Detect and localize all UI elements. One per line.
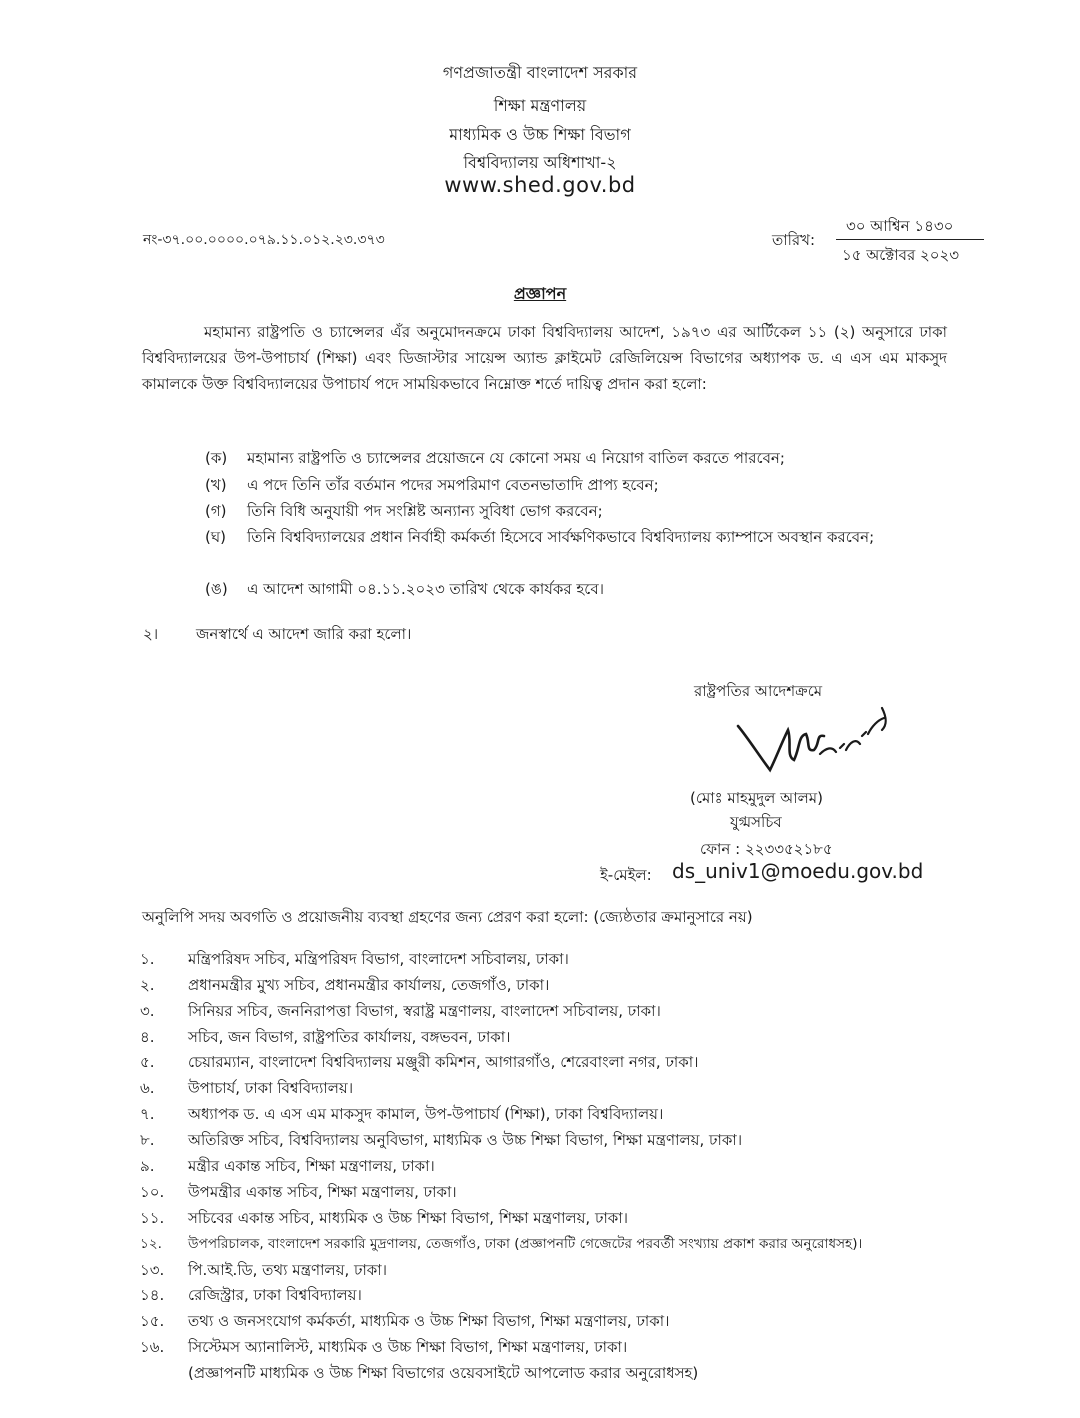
list-item-text: প্রধানমন্ত্রীর মুখ্য সচিব, প্রধানমন্ত্রীর কার্যালয়, তেজগাঁও, ঢাকা।: [188, 976, 550, 994]
signatory-email[interactable]: ds_univ1@moedu.gov.bd: [672, 859, 924, 883]
list-item: [140, 1284, 362, 1309]
list-item-text: উপপরিচালক, বাংলাদেশ সরকারি মুদ্রণালয়, তেজগাঁও, ঢাকা (প্রজ্ঞাপনটি গেজেটের পরবর্তী সংখ্যায় প্রকাশ করার অনুরোধসহ)।: [188, 1236, 863, 1252]
by-order-text: রাষ্ট্রপতির আদেশক্রমে: [694, 682, 823, 700]
condition-marker: (গ): [205, 502, 227, 520]
condition-text: এ পদে তিনি তাঁর বর্তমান পদের সমপরিমাণ বেতনভাতাদি প্রাপ্য হবেন;: [247, 476, 659, 494]
reference-number: নং-৩৭.০০.০০০০.০৭৯.১১.০১২.২৩.৩৭৩: [143, 232, 385, 248]
list-item-text: সিস্টেমস অ্যানালিস্ট, মাধ্যমিক ও উচ্চ শিক্ষা বিভাগ, শিক্ষা মন্ত্রণালয়, ঢাকা।: [188, 1338, 628, 1356]
list-item-text: মন্ত্রীর একান্ত সচিব, শিক্ষা মন্ত্রণালয়, ঢাকা।: [188, 1157, 435, 1175]
condition-marker: (ঙ): [205, 580, 228, 598]
body-paragraph: মহামান্য রাষ্ট্রপতি ও চ্যান্সেলর এঁর অনুমোদনক্রমে ঢাকা বিশ্ববিদ্যালয় আদেশ, ১৯৭৩ এর আর্টিকেল ১১ (২) অনুসারে ঢাকা বিশ্ববিদ্যালয়ের উপ-উপাচার্য (শিক্ষা) এবং ডিজাস্টার সায়েন্স অ্যান্ড ক্লাইমেট রেজিলিয়েন্স বিভাগের অধ্যাপক ড. এ এস এম মাকসুদ কামালকে উক্ত বিশ্ববিদ্যালয়ের উপাচার্য পদে সাময়িকভাবে নিম্নোক্ত শর্তে দায়িত্ব প্রদান করা হলো:: [142, 323, 947, 393]
condition-item: [205, 473, 945, 498]
list-item-number: ৯.: [140, 1157, 155, 1175]
para2-text: জনস্বার্থে এ আদেশ জারি করা হলো।: [196, 625, 412, 643]
list-item-number: ১০.: [140, 1183, 165, 1201]
list-item: [140, 974, 549, 999]
para2-marker: ২।: [143, 625, 159, 643]
list-item-text: অতিরিক্ত সচিব, বিশ্ববিদ্যালয় অনুবিভাগ, মাধ্যমিক ও উচ্চ শিক্ষা বিভাগ, শিক্ষা মন্ত্রণালয়, ঢাকা।: [188, 1131, 743, 1149]
list-item-number: ৭.: [140, 1105, 155, 1123]
list-item: [140, 1026, 511, 1051]
list-item-number: ৩.: [140, 1002, 155, 1020]
list-item: [140, 1155, 435, 1180]
header-ministry: শিক্ষা মন্ত্রণালয়: [493, 96, 587, 115]
date-label: তারিখ:: [772, 231, 816, 249]
list-item: [140, 948, 569, 973]
list-item-text: পি.আই.ডি, তথ্য মন্ত্রণালয়, ঢাকা।: [188, 1261, 388, 1279]
email-label: ই-মেইল:: [600, 866, 652, 884]
condition-text: তিনি বিশ্ববিদ্যালয়ের প্রধান নির্বাহী কর্মকর্তা হিসেবে সার্বক্ষণিকভাবে বিশ্ববিদ্যালয় ক্যাম্পাসে অবস্থান করবেন;: [247, 528, 875, 546]
list-item: [140, 1207, 628, 1232]
list-item-text: সচিব, জন বিভাগ, রাষ্ট্রপতির কার্যালয়, বঙ্গভবন, ঢাকা।: [188, 1028, 511, 1046]
header-section: বিশ্ববিদ্যালয় অধিশাখা-২: [463, 153, 617, 172]
list-item: [140, 1259, 387, 1284]
condition-item: [205, 577, 945, 602]
condition-text: মহামান্য রাষ্ট্রপতি ও চ্যান্সেলর প্রয়োজনে যে কোনো সময় এ নিয়োগ বাতিল করতে পারবেন;: [247, 449, 785, 467]
condition-item: [205, 446, 945, 471]
copy-intro: অনুলিপি সদয় অবগতি ও প্রয়োজনীয় ব্যবস্থা গ্রহণের জন্য প্রেরণ করা হলো: (জ্যেষ্ঠতার ক্রমানুসারে নয়): [142, 908, 753, 926]
header-website: www.shed.gov.bd: [444, 173, 636, 197]
header-division: মাধ্যমিক ও উচ্চ শিক্ষা বিভাগ: [449, 125, 631, 144]
list-item: [140, 1129, 742, 1154]
list-item: [140, 1051, 699, 1076]
list-item-number: ১১.: [140, 1209, 165, 1227]
list-item-text: সিনিয়র সচিব, জননিরাপত্তা বিভাগ, স্বরাষ্ট্র মন্ত্রণালয়, বাংলাদেশ সচিবালয়, ঢাকা।: [188, 1002, 661, 1020]
list-item-text: মন্ত্রিপরিষদ সচিব, মন্ত্রিপরিষদ বিভাগ, বাংলাদেশ সচিবালয়, ঢাকা।: [188, 950, 569, 968]
list-item: [140, 1000, 661, 1025]
list-item-text: চেয়ারম্যান, বাংলাদেশ বিশ্ববিদ্যালয় মঞ্জুরী কমিশন, আগারগাঁও, শেরেবাংলা নগর, ঢাকা।: [188, 1053, 699, 1071]
condition-text: এ আদেশ আগামী ০৪.১১.২০২৩ তারিখ থেকে কার্যকর হবে।: [247, 580, 605, 598]
list-item: [140, 1181, 457, 1206]
condition-marker: (ক): [205, 449, 228, 467]
list-item-number: ৮.: [140, 1131, 155, 1149]
condition-item: [205, 525, 945, 550]
list-item-text: উপমন্ত্রীর একান্ত সচিব, শিক্ষা মন্ত্রণালয়, ঢাকা।: [188, 1183, 457, 1201]
list-item-number: ৪.: [140, 1028, 155, 1046]
signatory-phone: ফোন : ২২৩৩৫২১৮৫: [700, 840, 833, 858]
date-bangla: ৩০ আশ্বিন ১৪৩০: [846, 217, 954, 235]
list-item-number: ১২.: [140, 1236, 162, 1252]
signatory-name: (মোঃ মাহমুদুল আলম): [690, 789, 823, 807]
list-item-number: ১৬.: [140, 1338, 165, 1356]
list-item-number: ১.: [140, 950, 155, 968]
condition-text: তিনি বিধি অনুযায়ী পদ সংশ্লিষ্ট অন্যান্য সুবিধা ভোগ করবেন;: [247, 502, 603, 520]
list-item-text: তথ্য ও জনসংযোগ কর্মকর্তা, মাধ্যমিক ও উচ্চ শিক্ষা বিভাগ, শিক্ষা মন্ত্রণালয়, ঢাকা।: [188, 1312, 670, 1330]
list-item: [140, 1336, 627, 1361]
list-item-text: রেজিস্ট্রার, ঢাকা বিশ্ববিদ্যালয়।: [188, 1286, 362, 1304]
document-title: প্রজ্ঞাপন: [513, 284, 567, 303]
header-government: গণপ্রজাতন্ত্রী বাংলাদেশ সরকার: [442, 63, 638, 82]
list-item-number: ১৫.: [140, 1312, 165, 1330]
list-item-number: ২.: [140, 976, 155, 994]
date-gregorian: ১৫ অক্টোবর ২০২৩: [842, 246, 960, 264]
condition-item: [205, 499, 945, 524]
signatory-designation: যুগ্মসচিব: [730, 813, 782, 831]
list-item-number: ১৩.: [140, 1261, 165, 1279]
list-item: [140, 1077, 353, 1102]
condition-marker: (খ): [205, 476, 227, 494]
handwritten-signature: [736, 690, 896, 790]
list-item-text: অধ্যাপক ড. এ এস এম মাকসুদ কামাল, উপ-উপাচার্য (শিক্ষা), ঢাকা বিশ্ববিদ্যালয়।: [188, 1105, 664, 1123]
date-divider: [836, 239, 984, 240]
list-item-number: ৫.: [140, 1053, 155, 1071]
list-item: [140, 1233, 862, 1256]
list-item-number: ১৪.: [140, 1286, 165, 1304]
list-item: [140, 1103, 663, 1128]
list-item-text: সচিবের একান্ত সচিব, মাধ্যমিক ও উচ্চ শিক্ষা বিভাগ, শিক্ষা মন্ত্রণালয়, ঢাকা।: [188, 1209, 629, 1227]
condition-marker: (ঘ): [205, 528, 226, 546]
list-item: [140, 1310, 669, 1335]
list-item-number: ৬.: [140, 1079, 155, 1097]
list-item-text: উপাচার্য, ঢাকা বিশ্ববিদ্যালয়।: [188, 1079, 354, 1097]
copies-note: (প্রজ্ঞাপনটি মাধ্যমিক ও উচ্চ শিক্ষা বিভাগের ওয়েবসাইটে আপলোড করার অনুরোধসহ): [188, 1364, 699, 1382]
